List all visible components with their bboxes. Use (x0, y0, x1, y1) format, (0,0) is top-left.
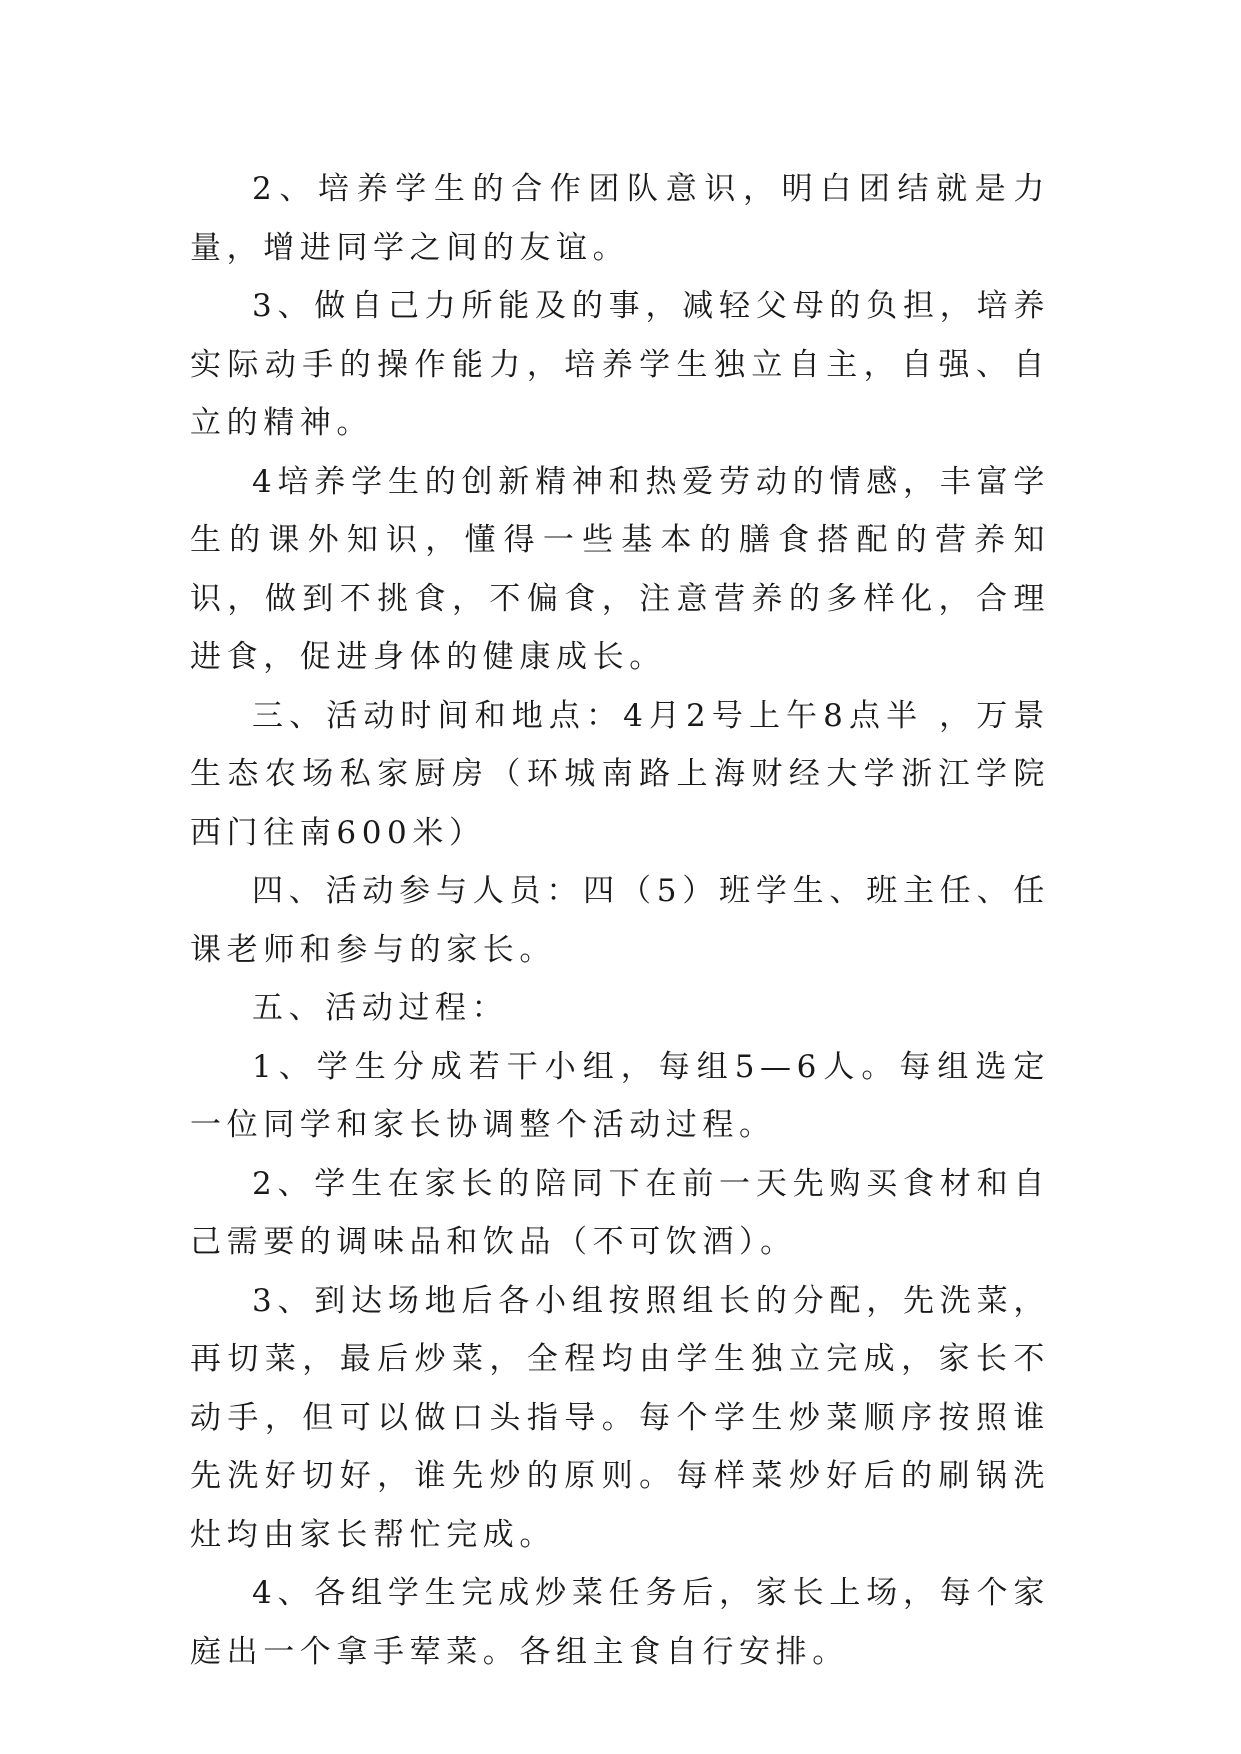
paragraph-goal-2: 2、培养学生的合作团队意识，明白团结就是力量，增进同学之间的友谊。 (190, 171, 1050, 266)
paragraph-process-2: 2、学生在家长的陪同下在前一天先购买食材和自己需要的调味品和饮品（不可饮酒）。 (190, 1165, 1050, 1260)
paragraph-time-location: 三、活动时间和地点：4月2号上午8点半 ，万景生态农场私家厨房（环城南路上海财经大学浙江学院西门往南600米） (190, 697, 1050, 851)
paragraph-process-4: 4、各组学生完成炒菜任务后，家长上场，每个家庭出一个拿手荤菜。各组主食自行安排。 (190, 1575, 1050, 1670)
paragraph-goal-4: 4培养学生的创新精神和热爱劳动的情感，丰富学生的课外知识，懂得一些基本的膳食搭配的营养知识，做到不挑食，不偏食，注意营养的多样化，合理进食，促进身体的健康成长。 (190, 463, 1050, 675)
paragraph-participants: 四、活动参与人员：四（5）班学生、班主任、任课老师和参与的家长。 (190, 873, 1050, 968)
paragraph-process-3: 3、到达场地后各小组按照组长的分配，先洗菜，再切菜，最后炒菜，全程均由学生独立完成，家长不动手，但可以做口头指导。每个学生炒菜顺序按照谁先洗好切好，谁先炒的原则。每样菜炒好后的刷锅洗灶均由家长帮忙完成。 (190, 1282, 1050, 1553)
paragraph-goal-3: 3、做自己力所能及的事，减轻父母的负担，培养实际动手的操作能力，培养学生独立自主，自强、自立的精神。 (190, 288, 1050, 441)
heading-activity-process: 五、活动过程： (252, 990, 509, 1026)
document-body (190, 160, 1050, 1681)
paragraph-process-1: 1、学生分成若干小组，每组5—6人。每组选定一位同学和家长协调整个活动过程。 (190, 1048, 1050, 1143)
